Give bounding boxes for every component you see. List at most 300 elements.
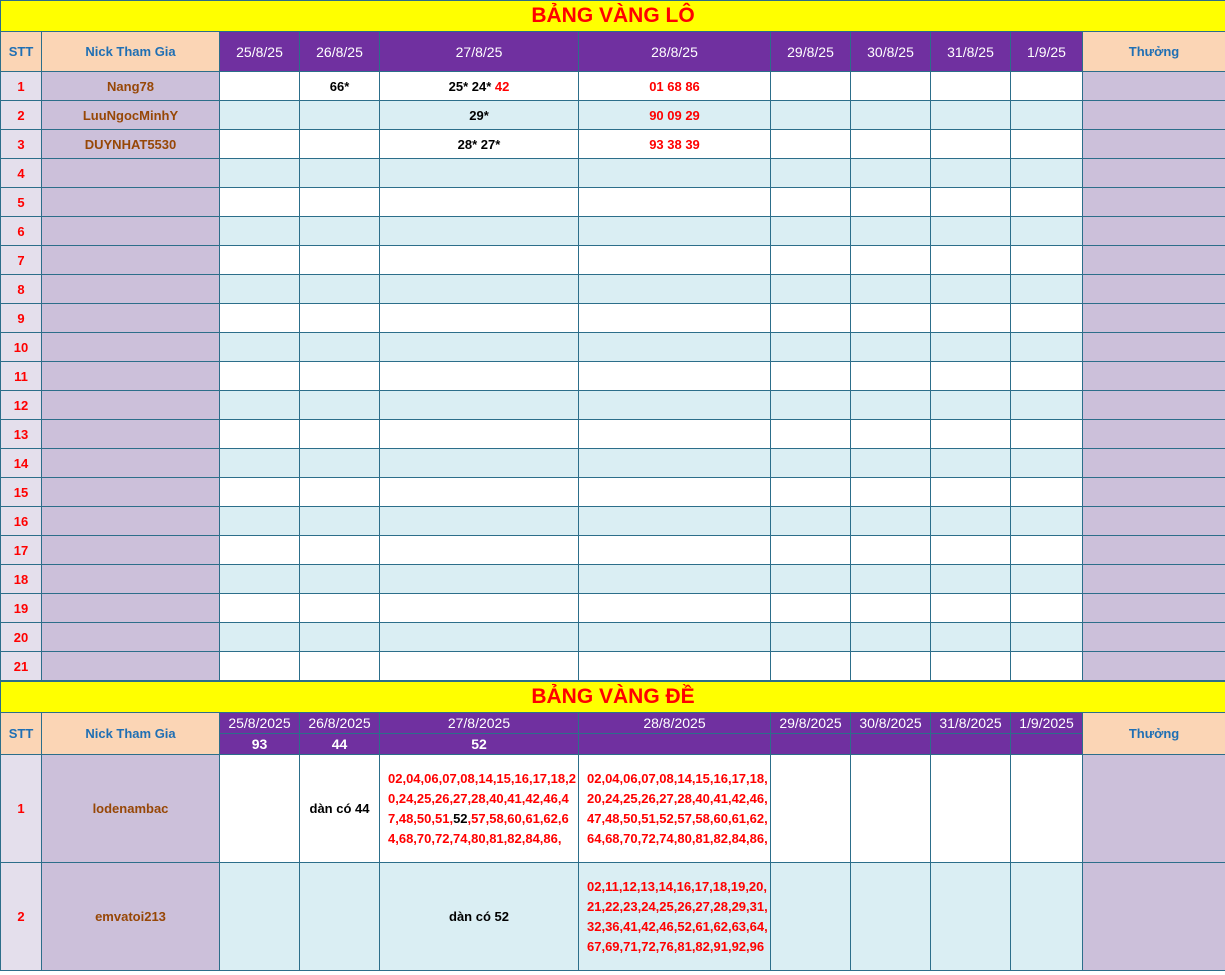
lo-cell[interactable] [851,420,931,449]
de-header-date: 30/8/2025 [851,713,931,734]
de-result [771,734,851,755]
lo-cell[interactable] [220,478,300,507]
lo-cell[interactable] [220,72,300,101]
lo-cell[interactable] [300,159,380,188]
lo-cell[interactable] [380,72,579,101]
lo-cell[interactable] [220,623,300,652]
lo-cell[interactable] [220,362,300,391]
lo-cell[interactable] [1011,507,1083,536]
lo-cell[interactable] [851,362,931,391]
lo-cell[interactable] [851,623,931,652]
lo-table-row [1,188,1225,217]
lo-cell[interactable] [931,130,1011,159]
lo-cell[interactable]: 90 09 29 [579,101,771,130]
lo-row-nick [42,507,220,536]
lo-cell[interactable] [579,188,771,217]
lo-table-row [1,652,1225,681]
lo-rows [1,72,1225,681]
lo-cell[interactable] [380,275,579,304]
de-table-row [1,863,1225,971]
lo-row-stt: 13 [1,420,42,449]
de-header-date: 26/8/2025 [300,713,380,734]
lo-reward-cell[interactable] [1083,246,1225,275]
de-cell[interactable] [771,863,851,971]
lo-row-stt: 3 [1,130,42,159]
lo-cell[interactable] [851,594,931,623]
lo-reward-cell[interactable] [1083,362,1225,391]
lo-row-stt: 6 [1,217,42,246]
lo-cell[interactable] [300,623,380,652]
de-cell[interactable] [1011,755,1083,863]
lo-row-stt: 15 [1,478,42,507]
lo-cell[interactable] [771,449,851,478]
lo-cell[interactable] [380,391,579,420]
de-dan-text: 02,04,06,07,08,14,15,16,17,18,20,24,25,26,27,28,40,41,42,46,47,48,50,51, [388,770,576,826]
lo-row-nick [42,536,220,565]
lo-reward-cell[interactable] [1083,507,1225,536]
de-header-date: 31/8/2025 [931,713,1011,734]
lo-cell[interactable] [931,159,1011,188]
lo-cell[interactable] [771,130,851,159]
lo-cell[interactable] [220,536,300,565]
lo-cell[interactable] [851,188,931,217]
lo-cell[interactable] [771,362,851,391]
lo-row-nick [42,565,220,594]
lo-cell[interactable] [300,594,380,623]
lo-cell[interactable] [220,101,300,130]
lo-cell[interactable] [931,652,1011,681]
lo-cell[interactable] [579,420,771,449]
lo-cell[interactable] [851,333,931,362]
lo-row-nick [42,304,220,333]
lo-cell[interactable] [931,420,1011,449]
lo-header-date: 25/8/25 [220,32,300,72]
lo-cell[interactable] [851,101,931,130]
lo-cell[interactable] [579,536,771,565]
lo-cell[interactable] [220,507,300,536]
lo-cell[interactable] [851,652,931,681]
lo-cell[interactable] [300,652,380,681]
lo-header-date: 27/8/25 [380,32,579,72]
lo-reward-cell[interactable] [1083,594,1225,623]
lo-cell[interactable] [579,304,771,333]
lo-cell[interactable] [300,507,380,536]
lo-cell[interactable] [300,391,380,420]
lo-pick-text: 28* 27* [457,136,501,152]
lo-header-nick: Nick Tham Gia [42,32,220,72]
lo-cell[interactable] [931,246,1011,275]
de-cell[interactable] [220,863,300,971]
lo-cell[interactable] [380,217,579,246]
lo-cell[interactable] [851,217,931,246]
lo-reward-cell[interactable] [1083,159,1225,188]
lo-cell[interactable] [1011,594,1083,623]
de-result [851,734,931,755]
de-cell[interactable]: dàn có 52 [380,863,579,971]
lo-cell[interactable] [851,159,931,188]
lo-row-stt: 9 [1,304,42,333]
lo-cell[interactable] [220,652,300,681]
lo-cell[interactable] [1011,333,1083,362]
lo-cell[interactable] [931,391,1011,420]
lo-row-stt: 18 [1,565,42,594]
lo-row-stt: 8 [1,275,42,304]
lo-cell[interactable] [931,101,1011,130]
lo-cell[interactable] [851,565,931,594]
lo-cell[interactable] [220,304,300,333]
lo-cell[interactable] [300,420,380,449]
lo-cell[interactable] [220,130,300,159]
lo-cell[interactable] [931,449,1011,478]
lo-cell[interactable] [1011,101,1083,130]
lo-cell[interactable] [1011,362,1083,391]
lo-table-row [1,130,1225,159]
lo-cell[interactable] [220,333,300,362]
lo-reward-cell[interactable] [1083,188,1225,217]
lo-row-nick [42,333,220,362]
lo-cell[interactable] [931,275,1011,304]
lo-cell[interactable] [380,478,579,507]
lo-cell[interactable] [771,217,851,246]
lo-cell[interactable] [220,275,300,304]
lo-reward-cell[interactable] [1083,333,1225,362]
de-cell[interactable] [931,755,1011,863]
lo-cell[interactable]: 66* [300,72,380,101]
lo-cell[interactable] [1011,391,1083,420]
de-cell[interactable]: dàn có 44 [300,755,380,863]
lo-cell[interactable] [579,652,771,681]
de-row-nick: lodenambac [42,755,220,863]
lo-cell[interactable] [1011,275,1083,304]
lo-table-row [1,217,1225,246]
de-cell[interactable]: 02,11,12,13,14,16,17,18,19,20,21,22,23,24,25,26,27,28,29,31,32,36,41,42,46,52,61,62,63,64,67,69,71,72,76,81,82,91,92,96 [579,863,771,971]
lo-cell[interactable] [579,159,771,188]
lo-row-stt: 5 [1,188,42,217]
lo-cell[interactable] [1011,652,1083,681]
lo-cell[interactable] [1011,72,1083,101]
lo-row-nick [42,420,220,449]
lo-table-row [1,159,1225,188]
lo-table-row [1,72,1225,101]
de-cell[interactable] [851,863,931,971]
lo-cell[interactable] [579,507,771,536]
lo-cell[interactable] [579,449,771,478]
de-row-nick: emvatoi213 [42,863,220,971]
lo-cell[interactable] [931,507,1011,536]
lo-cell[interactable] [300,130,380,159]
lo-cell[interactable] [220,217,300,246]
lo-cell[interactable] [220,246,300,275]
lo-row-nick [42,362,220,391]
lo-cell[interactable] [771,391,851,420]
lo-header-date: 30/8/25 [851,32,931,72]
lo-cell[interactable] [300,101,380,130]
lo-cell[interactable] [931,188,1011,217]
lo-cell[interactable] [931,623,1011,652]
de-header-stt: STT [1,713,42,755]
lo-cell[interactable] [771,594,851,623]
lo-cell[interactable] [1011,623,1083,652]
lo-cell[interactable] [1011,130,1083,159]
lo-reward-cell[interactable] [1083,478,1225,507]
lo-row-stt: 4 [1,159,42,188]
lo-reward-cell[interactable] [1083,72,1225,101]
lo-row-nick: Nang78 [42,72,220,101]
lo-cell[interactable] [380,130,579,159]
de-header-date: 29/8/2025 [771,713,851,734]
lo-cell[interactable] [771,101,851,130]
lo-cell[interactable] [851,391,931,420]
de-cell[interactable] [771,755,851,863]
lo-cell[interactable] [1011,159,1083,188]
lo-cell[interactable] [300,217,380,246]
lo-cell[interactable] [771,536,851,565]
lo-cell[interactable] [771,188,851,217]
lo-cell[interactable] [931,72,1011,101]
lo-row-nick [42,652,220,681]
lo-header-date: 31/8/25 [931,32,1011,72]
de-table-row [1,755,1225,863]
lo-cell[interactable] [1011,565,1083,594]
lo-cell[interactable] [1011,217,1083,246]
lo-pick-text: 29* [469,107,489,123]
lo-row-nick: DUYNHAT5530 [42,130,220,159]
lo-cell[interactable] [931,565,1011,594]
lo-reward-cell[interactable] [1083,623,1225,652]
lo-cell[interactable] [300,362,380,391]
lo-cell[interactable] [579,391,771,420]
lo-reward-cell[interactable] [1083,449,1225,478]
lo-cell[interactable] [380,333,579,362]
lo-cell[interactable] [579,333,771,362]
lo-row-stt: 2 [1,101,42,130]
lo-cell[interactable] [300,275,380,304]
lo-cell[interactable] [380,536,579,565]
lo-cell[interactable] [300,333,380,362]
lo-reward-cell[interactable] [1083,420,1225,449]
lo-row-nick [42,623,220,652]
lo-cell[interactable] [380,507,579,536]
de-cell[interactable]: 02,04,06,07,08,14,15,16,17,18,20,24,25,26,27,28,40,41,42,46,47,48,50,51,52,57,58,60,61,62,64,68,70,72,74,80,81,82,84,86, [579,755,771,863]
lo-cell[interactable] [380,304,579,333]
lo-cell[interactable] [579,275,771,304]
lo-cell[interactable] [851,275,931,304]
lo-cell[interactable] [380,246,579,275]
lo-cell[interactable] [771,623,851,652]
lo-pick-text: 25* 24* [448,78,492,94]
lo-cell[interactable] [771,478,851,507]
de-cell[interactable] [220,755,300,863]
de-cell[interactable] [931,863,1011,971]
lo-row-nick [42,449,220,478]
de-result: 52 [380,734,579,755]
lo-cell[interactable] [300,449,380,478]
de-table [0,681,1225,971]
de-header-date: 25/8/2025 [220,713,300,734]
lo-cell[interactable] [1011,246,1083,275]
de-result [931,734,1011,755]
lo-row-stt: 17 [1,536,42,565]
lo-cell[interactable] [771,304,851,333]
de-result: 44 [300,734,380,755]
de-title: BẢNG VÀNG ĐỀ [1,682,1225,713]
lo-cell[interactable] [931,594,1011,623]
lo-row-nick [42,188,220,217]
de-header-date: 27/8/2025 [380,713,579,734]
lo-cell[interactable] [380,420,579,449]
lo-header-date: 28/8/25 [579,32,771,72]
de-cell[interactable] [380,755,579,863]
lo-cell[interactable] [579,623,771,652]
de-reward-cell[interactable] [1083,863,1225,971]
lo-pick-hit: 42 [494,78,510,94]
lo-table-row [1,594,1225,623]
lo-cell[interactable] [579,565,771,594]
lo-cell[interactable]: 93 38 39 [579,130,771,159]
lo-cell[interactable] [579,594,771,623]
lo-cell[interactable] [220,594,300,623]
lo-cell[interactable] [771,333,851,362]
lo-cell[interactable] [771,275,851,304]
de-cell[interactable] [1011,863,1083,971]
de-header-reward: Thưởng [1083,713,1225,755]
de-row-stt: 2 [1,863,42,971]
lo-row-stt: 19 [1,594,42,623]
lo-table-row [1,246,1225,275]
lo-table-row [1,565,1225,594]
lo-table-row [1,362,1225,391]
lo-cell[interactable] [771,72,851,101]
lo-cell[interactable] [380,188,579,217]
de-result [579,734,771,755]
lo-cell[interactable] [220,159,300,188]
lo-cell[interactable] [771,652,851,681]
lo-reward-cell[interactable] [1083,391,1225,420]
lo-cell[interactable] [579,217,771,246]
lo-row-nick: LuuNgocMinhY [42,101,220,130]
lo-cell[interactable] [771,159,851,188]
lo-row-nick [42,246,220,275]
lo-cell[interactable] [931,362,1011,391]
lo-row-stt: 20 [1,623,42,652]
lo-cell[interactable] [220,420,300,449]
de-dan-text: ,57,58,60,61,62,64,68,70,72,74,80,81,82,84,86, [388,810,569,846]
lo-cell[interactable] [579,478,771,507]
lo-cell[interactable] [851,246,931,275]
lo-cell[interactable] [220,391,300,420]
lo-cell[interactable] [1011,420,1083,449]
lo-header-date: 29/8/25 [771,32,851,72]
de-result [1011,734,1083,755]
lo-cell[interactable] [300,304,380,333]
lo-header-date: 1/9/25 [1011,32,1083,72]
lo-cell[interactable] [931,536,1011,565]
de-reward-cell[interactable] [1083,755,1225,863]
lo-cell[interactable] [380,101,579,130]
lo-cell[interactable] [931,333,1011,362]
lo-reward-cell[interactable] [1083,536,1225,565]
lo-row-nick [42,275,220,304]
lo-header-stt: STT [1,32,42,72]
lo-cell[interactable] [300,565,380,594]
lo-cell[interactable] [220,449,300,478]
lo-cell[interactable] [220,188,300,217]
lo-row-nick [42,217,220,246]
lo-table-row [1,101,1225,130]
lo-cell[interactable] [300,478,380,507]
lo-cell[interactable] [851,507,931,536]
de-cell[interactable] [300,863,380,971]
lo-header-date: 26/8/25 [300,32,380,72]
de-cell[interactable] [851,755,931,863]
lo-cell[interactable] [851,130,931,159]
lo-cell[interactable] [851,449,931,478]
lo-reward-cell[interactable] [1083,652,1225,681]
lo-cell[interactable] [380,449,579,478]
lo-cell[interactable] [1011,478,1083,507]
lo-row-stt: 7 [1,246,42,275]
de-dan-hit: 52 [453,810,468,826]
lo-cell[interactable] [300,246,380,275]
lo-cell[interactable] [931,304,1011,333]
lo-row-nick [42,594,220,623]
lo-cell[interactable]: 01 68 86 [579,72,771,101]
lo-reward-cell[interactable] [1083,304,1225,333]
lo-reward-cell[interactable] [1083,130,1225,159]
lo-reward-cell[interactable] [1083,565,1225,594]
lo-table-row [1,275,1225,304]
de-header-date: 1/9/2025 [1011,713,1083,734]
lo-cell[interactable] [1011,188,1083,217]
lo-header-reward: Thưởng [1083,32,1225,72]
lo-cell[interactable] [771,420,851,449]
lo-cell[interactable] [851,478,931,507]
lo-cell[interactable] [931,478,1011,507]
de-header-nick: Nick Tham Gia [42,713,220,755]
lo-cell[interactable] [851,536,931,565]
lo-cell[interactable] [771,246,851,275]
lo-table-row [1,391,1225,420]
lo-cell[interactable] [300,536,380,565]
lo-cell[interactable] [300,188,380,217]
lo-cell[interactable] [579,246,771,275]
lo-reward-cell[interactable] [1083,217,1225,246]
lo-table-row [1,333,1225,362]
lo-cell[interactable] [1011,304,1083,333]
lo-cell[interactable] [771,507,851,536]
lo-cell[interactable] [1011,536,1083,565]
de-header-date: 28/8/2025 [579,713,771,734]
lo-cell[interactable] [1011,449,1083,478]
lo-cell[interactable] [851,304,931,333]
lo-cell[interactable] [380,565,579,594]
lo-row-nick [42,478,220,507]
lo-row-nick [42,159,220,188]
lo-reward-cell[interactable] [1083,101,1225,130]
lo-reward-cell[interactable] [1083,275,1225,304]
lo-cell[interactable] [380,159,579,188]
lo-cell[interactable] [380,623,579,652]
lo-cell[interactable] [579,362,771,391]
lo-cell[interactable] [380,594,579,623]
lo-cell[interactable] [851,72,931,101]
lo-cell[interactable] [380,652,579,681]
lo-cell[interactable] [380,362,579,391]
lo-cell[interactable] [931,217,1011,246]
lo-cell[interactable] [220,565,300,594]
lo-cell[interactable] [771,565,851,594]
lo-table-row [1,478,1225,507]
